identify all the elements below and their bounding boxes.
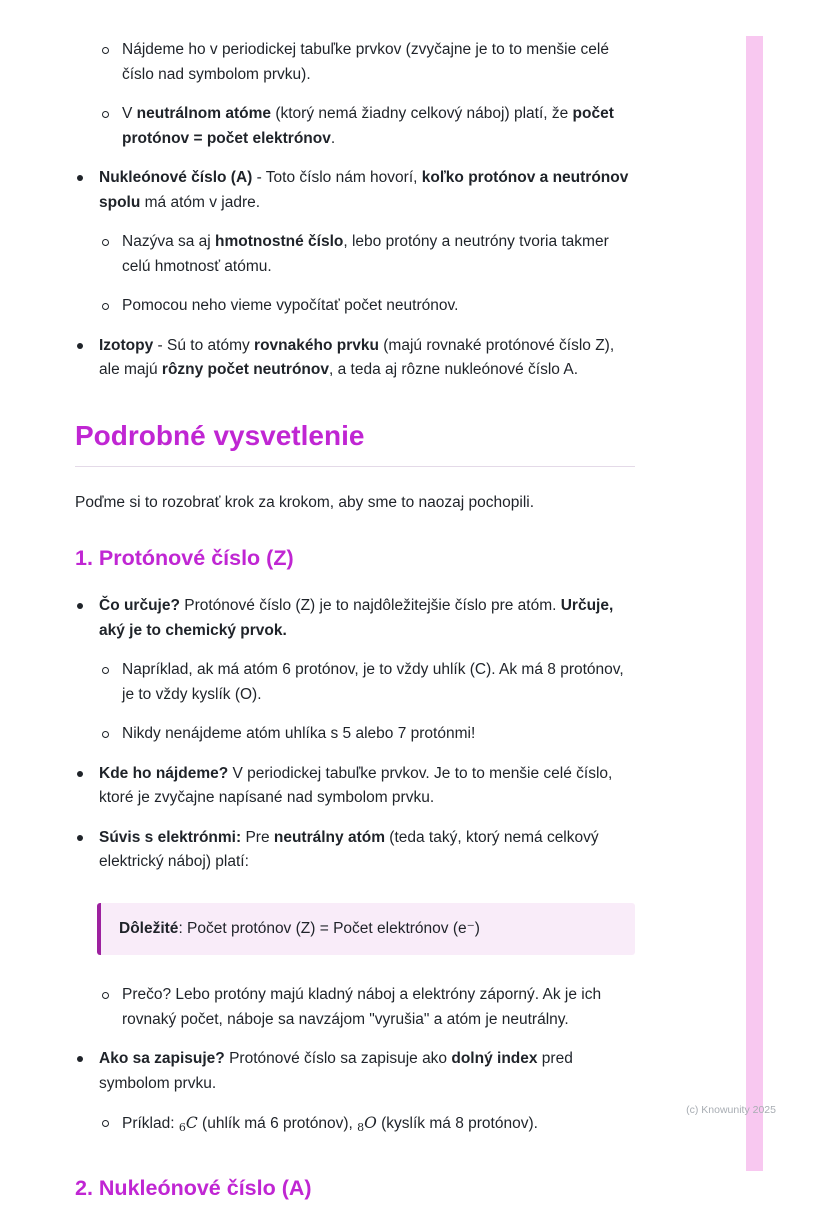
circle-bullet-icon [102,303,109,310]
list-item [75,166,635,215]
disc-bullet-icon [77,603,83,609]
intro-paragraph: Poďme si to rozobrať krok za krokom, aby sme to naozaj pochopili. [75,493,535,511]
callout-dolezite [97,903,635,956]
subheading-protonove-cislo: 1. Protónové číslo (Z) [75,546,294,570]
list-item-text: Izotopy - Sú to atómy rovnakého prvku (majú rovnaké protónové číslo Z), ale majú rôzny počet neutrónov, a teda aj rôzne nukleónové číslo A. [99,336,615,378]
disc-bullet-icon [77,1056,83,1062]
list-item [100,102,635,151]
circle-bullet-icon [102,731,109,738]
list-item [75,334,635,383]
circle-bullet-icon [102,111,109,118]
list-item-text: Nikdy nenájdeme atóm uhlíka s 5 alebo 7 protónmi! [122,725,476,742]
list-item-text: Prečo? Lebo protóny majú kladný náboj a elektróny záporný. Ak je ich rovnaký počet, náboje sa navzájom "vyrušia" a atóm je neutrálny. [122,986,602,1028]
list-item-text: Nájdeme ho v periodickej tabuľke prvkov (zvyčajne je to to menšie celé číslo nad symbolom prvku). [122,41,609,83]
heading-podrobne-vysvetlenie: Podrobné vysvetlenie [75,419,365,451]
list-item [100,230,635,279]
list-item [75,826,635,875]
list-item-text: Súvis s elektrónmi: Pre neutrálny atóm (teda taký, ktorý nemá celkový elektrický náboj) platí: [99,828,599,870]
list-item-text: Pomocou neho vieme vypočítať počet neutrónov. [122,297,459,314]
disc-bullet-icon [77,343,83,349]
circle-bullet-icon [102,1120,109,1127]
copyright-text: (c) Knowunity 2025 [686,1104,776,1116]
disc-bullet-icon [77,175,83,181]
list-item [100,983,635,1032]
circle-bullet-icon [102,47,109,54]
subheading-nukleonove-cislo: 2. Nukleónové číslo (A) [75,1175,312,1200]
list-item-text: Ako sa zapisuje? Protónové číslo sa zapisuje ako dolný index pred symbolom prvku. [99,1050,573,1092]
list-item-text: Nazýva sa aj hmotnostné číslo, lebo protóny a neutróny tvoria takmer celú hmotnosť atómu. [122,233,609,275]
list-item [75,762,635,811]
circle-bullet-icon [102,992,109,999]
list-item-text: V neutrálnom atóme (ktorý nemá žiadny celkový náboj) platí, že počet protónov = počet elektrónov. [122,105,614,147]
heading-divider [75,466,635,467]
disc-bullet-icon [77,771,83,777]
disc-bullet-icon [77,835,83,841]
page-edge-stripe [746,36,763,1171]
list-item-text: Napríklad, ak má atóm 6 protónov, je to vždy uhlík (C). Ak má 8 protónov, je to vždy kyslík (O). [122,661,624,703]
list-item [100,722,635,747]
list-item-text: Nukleónové číslo (A) - Toto číslo nám hovorí, koľko protónov a neutrónov spolu má atóm v jadre. [99,169,629,211]
circle-bullet-icon [102,667,109,674]
list-item-text: Kde ho nájdeme? V periodickej tabuľke prvkov. Je to to menšie celé číslo, ktoré je zvyčajne napísané nad symbolom prvku. [99,764,613,806]
list-item [100,38,635,87]
list-item-text: Príklad: 6C (uhlík má 6 protónov), 8O (kyslík má 8 protónov). [122,1114,538,1134]
list-item [100,1111,635,1141]
circle-bullet-icon [102,239,109,246]
list-item [100,294,635,319]
list-item-text: Čo určuje? Protónové číslo (Z) je to najdôležitejšie číslo pre atóm. Určuje, aký je to chemický prvok. [99,597,614,639]
list-item [100,658,635,707]
list-item [75,594,635,643]
callout-text: Dôležité: Počet protónov (Z) = Počet elektrónov (e⁻) [119,919,480,937]
notes-content [75,38,635,1224]
list-item [75,1047,635,1096]
